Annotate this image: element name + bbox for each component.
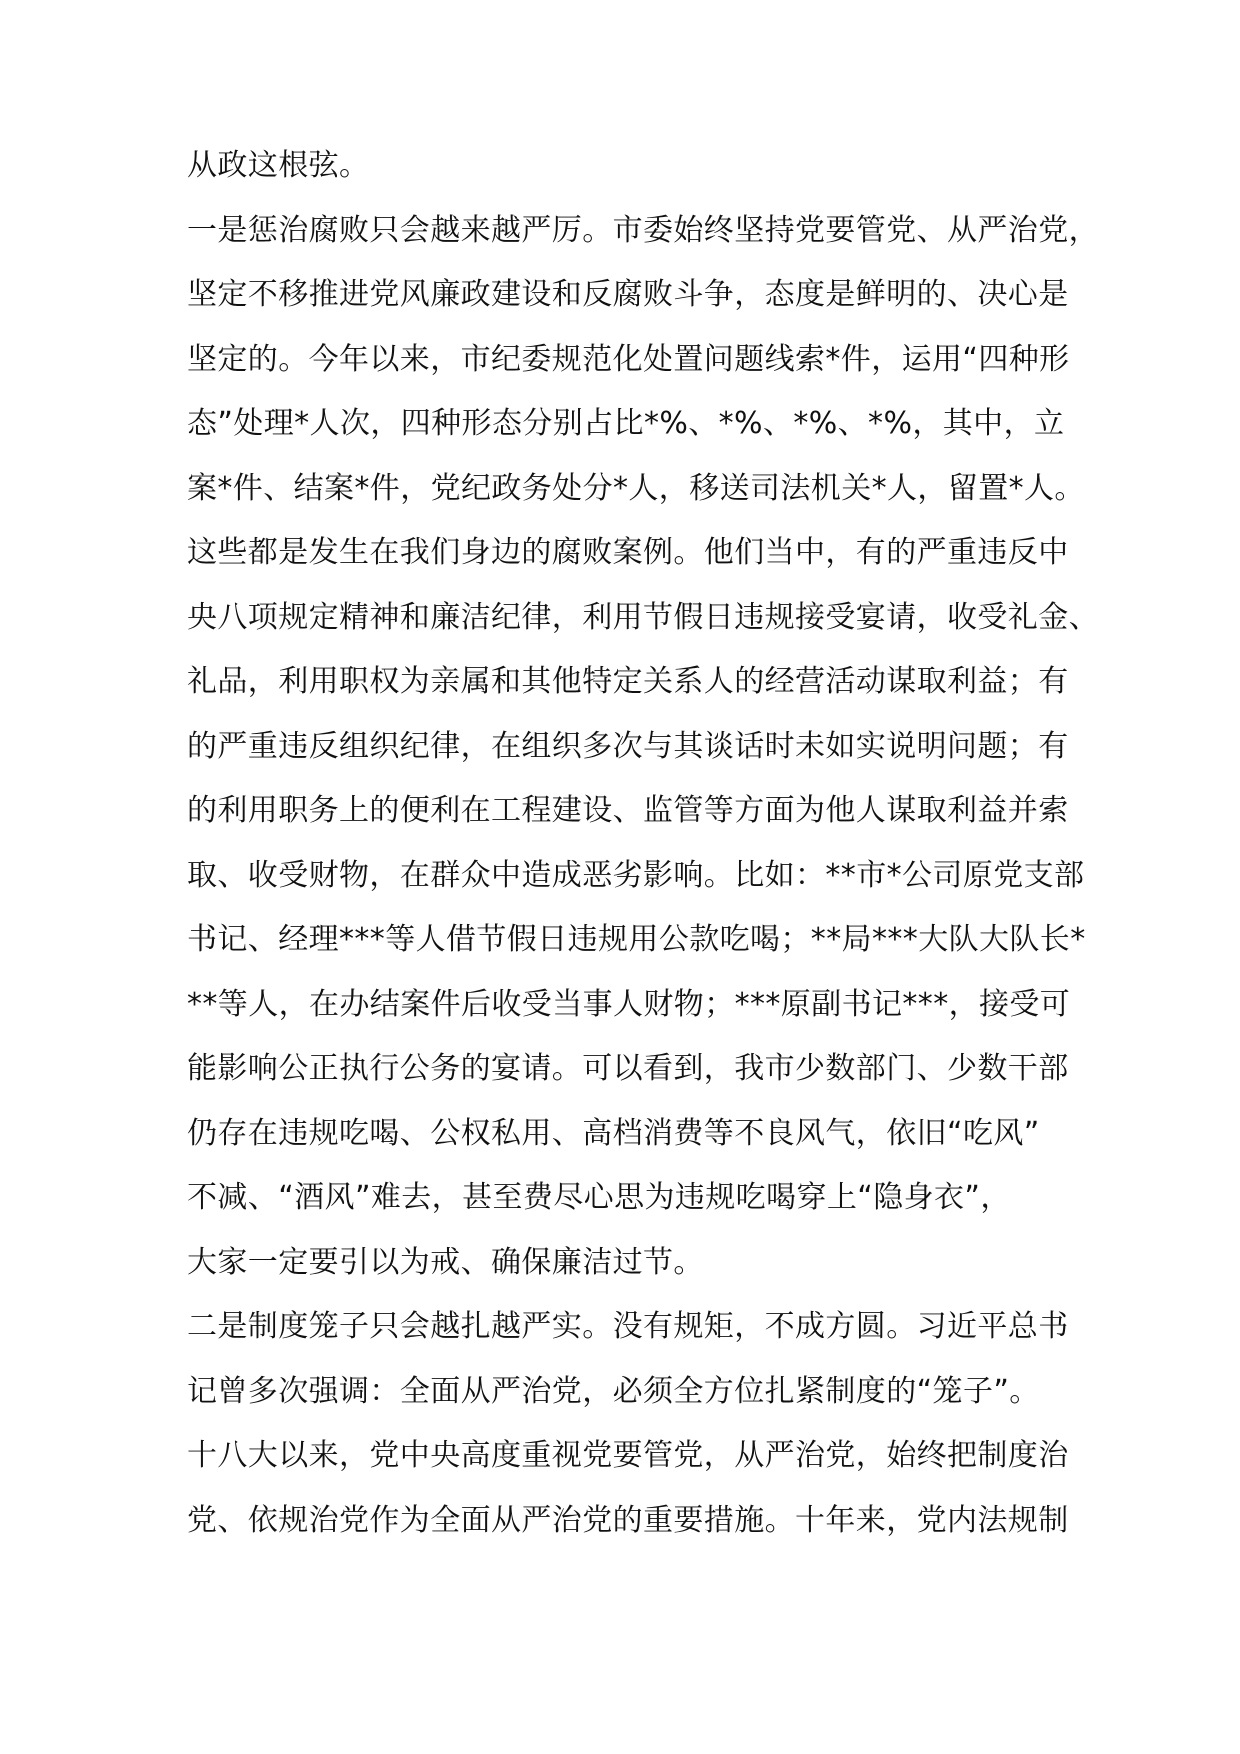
text-line: 能影响公正执行公务的宴请。可以看到，我市少数部门、少数干部 — [187, 1051, 1069, 1086]
document-body — [187, 148, 1099, 1553]
text-line: 礼品，利用职权为亲属和其他特定关系人的经营活动谋取利益；有 — [187, 664, 1069, 699]
text-line: **等人，在办结案件后收受当事人财物；***原副书记***，接受可 — [187, 986, 1071, 1022]
text-line: 的利用职务上的便利在工程建设、监管等方面为他人谋取利益并索 — [187, 793, 1069, 828]
text-line: 态”处理*人次，四种形态分别占比*%、*%、*%、*%，其中，立 — [187, 406, 1065, 441]
text-line: 不减、“酒风”难去，甚至费尽心思为违规吃喝穿上“隐身衣”， — [187, 1180, 1011, 1215]
text-line: 书记、经理***等人借节假日违规用公款吃喝；**局***大队大队长* — [187, 922, 1086, 957]
text-line: 十八大以来，党中央高度重视党要管党，从严治党，始终把制度治 — [187, 1438, 1069, 1473]
text-line: 坚定的。今年以来，市纪委规范化处置问题线索*件，运用“四种形 — [187, 341, 1070, 377]
text-line: 仍存在违规吃喝、公权私用、高档消费等不良风气，依旧“吃风” — [187, 1115, 1040, 1151]
text-line: 一是惩治腐败只会越来越严厉。市委始终坚持党要管党、从严治党， — [187, 212, 1099, 248]
text-line: 坚定不移推进党风廉政建设和反腐败斗争，态度是鲜明的、决心是 — [187, 277, 1069, 312]
text-line: 二是制度笼子只会越扎越严实。没有规矩，不成方圆。习近平总书 — [187, 1309, 1069, 1344]
text-line: 央八项规定精神和廉洁纪律，利用节假日违规接受宴请，收受礼金、 — [187, 599, 1099, 635]
text-line: 案*件、结案*件，党纪政务处分*人，移送司法机关*人，留置*人。 — [187, 470, 1085, 506]
text-line: 党、依规治党作为全面从严治党的重要措施。十年来，党内法规制 — [187, 1502, 1069, 1538]
text-line: 记曾多次强调：全面从严治党，必须全方位扎紧制度的“笼子”。 — [187, 1373, 1040, 1409]
text-line: 的严重违反组织纪律，在组织多次与其谈话时未如实说明问题；有 — [187, 728, 1069, 764]
text-line: 大家一定要引以为戒、确保廉洁过节。 — [187, 1244, 704, 1280]
text-line: 取、收受财物，在群众中造成恶劣影响。比如：**市*公司原党支部 — [187, 857, 1085, 893]
text-line: 从政这根弦。 — [187, 148, 370, 183]
text-line: 这些都是发生在我们身边的腐败案例。他们当中，有的严重违反中 — [187, 535, 1069, 570]
